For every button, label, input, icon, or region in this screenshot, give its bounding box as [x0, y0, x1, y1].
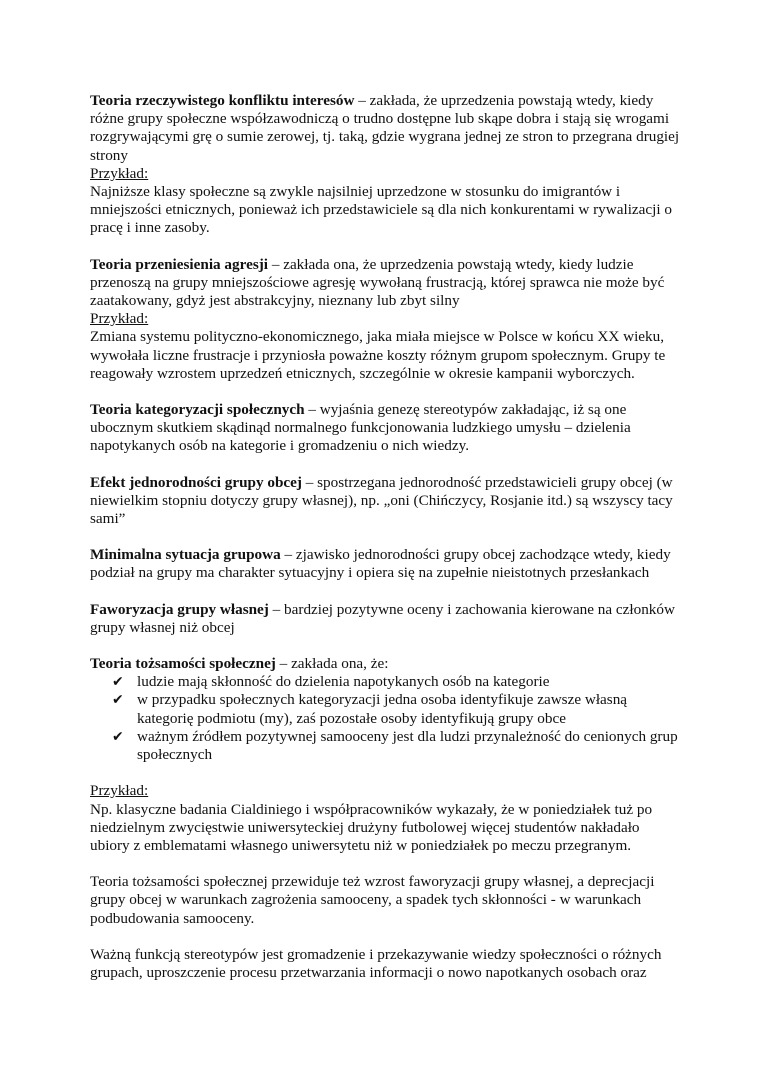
- section-text: – zakłada ona, że uprzedzenia powstają wtedy, kiedy ludzie przenoszą na grupy mniejszościowe agresję wywołaną frustracją, której sprawca nie może być zaatakowany, gdyż jest abstrakcyjny, nieznany lub zbyt silny: [90, 255, 665, 310]
- section-term: Teoria kategoryzacji społecznych: [90, 401, 305, 419]
- section-term: Minimalna sytuacja grupowa: [90, 546, 281, 564]
- section-paragraph: [90, 92, 680, 165]
- checkmark-icon: ✔: [112, 674, 124, 691]
- section-term: Faworyzacja grupy własnej: [90, 600, 269, 618]
- section-term: Efekt jednorodności grupy obcej: [90, 473, 302, 491]
- section-term: Teoria rzeczywistego konfliktu interesów: [90, 92, 355, 109]
- section-paragraph: [90, 655, 680, 673]
- section-term: Teoria tożsamości społecznej: [90, 655, 276, 673]
- example-label: Przykład:: [90, 782, 149, 800]
- list-item: ✔ ważnym źródłem pozytywnej samooceny jest dla ludzi przynależność do cenionych grup społecznych: [112, 727, 678, 764]
- section-text: – zakłada ona, że:: [275, 655, 389, 673]
- section-text: – spostrzegana jednorodność przedstawicieli grupy obcej (w niewielkim stopniu dotyczy grupy własnej), np. „oni (Chińczycy, Rosjanie itd.) są wszyscy tacy sami”: [90, 473, 673, 528]
- document-page: [90, 92, 680, 982]
- section-paragraph: [90, 601, 680, 637]
- section-text: – wyjaśnia genezę stereotypów zakładając, iż są one ubocznym skutkiem skądinąd normalnego funkcjonowania ludzkiego umysłu – dzielenia napotykanych osób na kategorie i gromadzeniu o nich wiedzy.: [90, 401, 631, 455]
- checkmark-icon: ✔: [112, 692, 124, 709]
- section-paragraph: [90, 401, 680, 456]
- section-paragraph: [90, 256, 680, 311]
- example-text: Najniższe klasy społeczne są zwykle najsilniej uprzedzone w stosunku do imigrantów i mniejszości etnicznych, ponieważ ich przedstawiciele są dla nich konkurentami w rywalizacji o pracę i inne zasoby.: [90, 183, 672, 237]
- example-label: Przykład:: [90, 164, 149, 182]
- section-text: – zakłada, że uprzedzenia powstają wtedy, kiedy różne grupy społeczne współzawodniczą o trudno dostępne lub skąpe dobra i stają się wrogami rozgrywającymi grę o sumie zerowej, tj. taką, gdzie wygrana jednej ze stron to przegrana drugiej strony: [90, 92, 680, 164]
- example-text: Np. klasyczne badania Cialdiniego i współpracowników wykazały, że w poniedziałek tuż po niedzielnym zwycięstwie uniwersyteckiej drużyny futbolowej więcej studentów nakładało ubiory z emblematami własnego uniwersytetu niż w poniedziałek po meczu przegranym.: [90, 800, 653, 854]
- section-term: Teoria przeniesienia agresji: [90, 255, 269, 273]
- section-paragraph: [90, 474, 680, 529]
- list-item: ✔ w przypadku społecznych kategoryzacji jedna osoba identyfikuje zawsze własną kategorię podmiotu (my), zaś pozostałe osoby identyfikują grupy obce: [112, 691, 628, 727]
- section-text: – zjawisko jednorodności grupy obcej zachodzące wtedy, kiedy podział na grupy ma charakter sytuacyjny i opiera się na zupełnie nieistotnych przesłankach: [90, 546, 671, 582]
- note-paragraph: Teoria tożsamości społecznej przewiduje też wzrost faworyzacji grupy własnej, a deprecjacji grupy obcej w warunkach zagrożenia samooceny, a spadek tych skłonności - w warunkach podbudowania samooceny.: [90, 873, 655, 927]
- checkmark-icon: ✔: [112, 728, 124, 745]
- check-list: [90, 673, 680, 764]
- list-item: ✔ ludzie mają skłonność do dzielenia napotykanych osób na kategorie: [112, 673, 550, 691]
- closing-paragraph: Ważną funkcją stereotypów jest gromadzenie i przekazywanie wiedzy społeczności o różnych grupach, uproszczenie procesu przetwarzania informacji o nowo napotkanych osobach oraz: [90, 945, 662, 981]
- example-text: Zmiana systemu polityczno-ekonomicznego, jaka miała miejsce w Polsce w końcu XX wieku, wywołała liczne frustracje i przyniosła poważne koszty różnym grupom społecznym. Grupy te reagowały wzrostem uprzedzeń etnicznych, szczególnie w okresie kampanii wyborczych.: [90, 328, 666, 382]
- section-text: – bardziej pozytywne oceny i zachowania kierowane na członków grupy własnej niż obcej: [90, 600, 675, 636]
- example-label: Przykład:: [90, 310, 149, 328]
- section-paragraph: [90, 546, 680, 582]
